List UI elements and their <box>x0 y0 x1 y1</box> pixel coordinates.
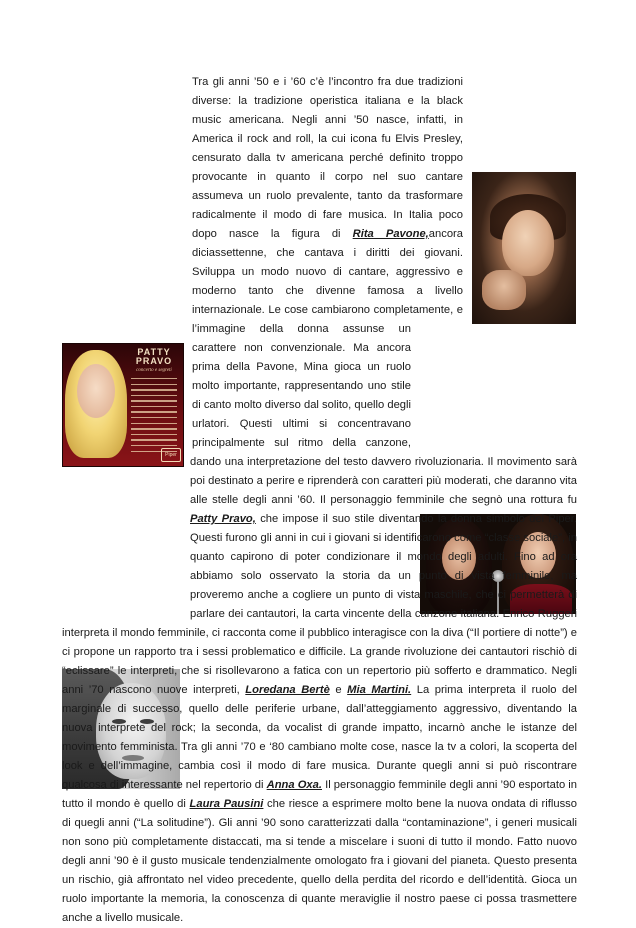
text-run: La prima interpreta il ruolo del marginale di successo, quello delle periferie urbane, dall’atteggiamento aggressivo, diventando la nuova interprete del rock; la seconda, da vocalist di grande impatto, incarnò anche le istanze del movimento femminista. Tra gli anni ’70 e ‘80 cambiano molte cose, nasce la tv a colori, la scoperta del look e dell’immagine, cambia così il modo di fare musica. Durante quegli anni si può riscontrare qualcosa di interessante nel repertorio di <box>62 684 577 791</box>
text-run: e <box>329 684 348 696</box>
body-paragraph <box>62 73 577 928</box>
album-subtitle: concerto e segreti <box>136 368 172 373</box>
artist-name-mia-martini: Mia Martini. <box>347 684 412 696</box>
artist-name-loredana-berte: Loredana Bertè <box>245 684 330 696</box>
text-run: che impose il suo stile diventando la donna simbolo del Piper. Questi furono gli anni in cui i giovani si identificarono come “classe sociale”, in quanto capirono di poter condizionare il mondo degli adulti. Fino ad ora abbiamo solo osservato la storia da un punto di vista femminile, ma proveremo anche a cogliere un punto di vista maschile, che ci permetterà di parlare dei cantautori, la carta vincente della canzone italiana. Enrico Ruggeri interpreta il mondo femminile, ci racconta come il pubblico interagisce con la diva (“Il portiere di notte”) e ci propone un rapporto tra i sessi problematico e difficile. La grande rivoluzione dei cantautori rischiò di “eclissare” le interpreti, che si risollevarono a fatica con un repertorio più sofferto e drammatico. Negli anni ’70 nascono nuove interpreti, <box>62 513 577 696</box>
album-logo: Piper <box>161 448 181 462</box>
text-run: che riesce a esprimere molto bene la nuova ondata di riflusso di quegli anni (“La solitudine”). Gli anni ’90 sono caratterizzati dalla “contaminazione”, i generi musicali non sono più completamente distaccati, ma si tende a miscelare i suoni di tutto il mondo. Fatto nuovo degli anni ’90 è il gusto musicale tendenzialmente omologato fra i giovani del pianeta. Questo presenta un rischio, già affrontato nel video precedente, quello della perdita del ricordo e dell’identità. Gioca un ruolo importante la memoria, la conoscenza di quante meraviglie il nostro paese ci possa trasmettere anche a livello musicale. <box>62 798 577 924</box>
artist-name-laura-pausini: Laura Pausini <box>189 798 264 810</box>
text-run: Tra gli anni ’50 e i ’60 c’è l’incontro fra due tradizioni diverse: la tradizione operistica italiana e la black music americana. Negli anni ’50 nasce, infatti, in America il rock and roll, la cui icona fu Elvis Presley, censurato dalla tv americana perché definito troppo provocante in quanto il corpo nel suo cantare assumeva un ruolo prevalente, tanto da trasformare radicalmente il modo di fare musica. In Italia poco dopo nasce la figura di <box>192 76 463 240</box>
album-title-line1: PATTY <box>137 347 171 357</box>
artist-name-rita-pavone: Rita Pavone, <box>352 228 429 240</box>
text-run: ancora diciassettenne, che cantava i diritti dei giovani. Sviluppa un modo nuovo di cantare, aggressivo e moderno tanto che divenne famosa a livello internazionale. Le cose cambiarono completamente, e l’immagine della donna assunse un carattere non convenzionale. Ma ancora prima della Pavone, Mina gioca un ruolo molto importante, rappresentando uno stile di canto molto diverso dal solito, quello degli urlatori. Questi ultimi si concentravano principalmente sul ritmo della canzone, dando una interpretazione del testo davvero rivoluzionaria. Il movimento sarà poi destinato a perire e riprenderà con caratteri più moderati, che daranno vita alle stelle degli anni ’60. Il personaggio femminile che segnò una rottura fu <box>190 228 577 506</box>
artist-name-anna-oxa: Anna Oxa. <box>266 779 322 791</box>
album-title-line2: PRAVO <box>135 356 173 366</box>
text-run: Il personaggio femminile degli anni ’90 esportato in tutto il mondo è quello di <box>62 779 577 810</box>
artist-name-patty-pravo: Patty Pravo, <box>190 513 256 525</box>
